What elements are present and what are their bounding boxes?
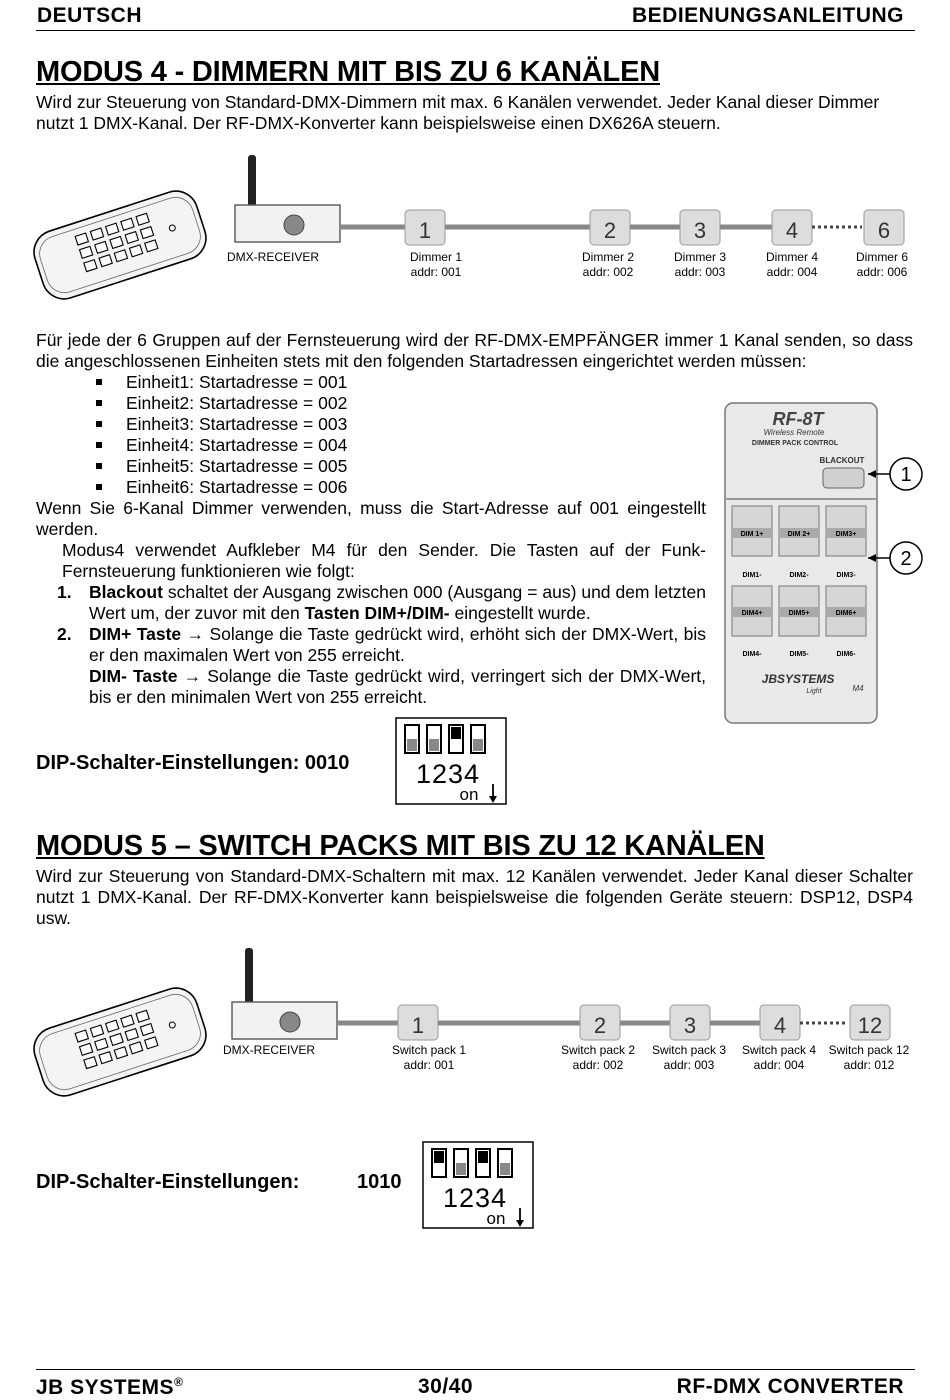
dim-plus-label: DIM5+ (788, 610, 810, 617)
dim-plus-label: DIM3+ (835, 531, 857, 538)
callout-number: 2 (900, 548, 912, 570)
header-doc-type: BEDIENUNGSANLEITUNG (631, 4, 904, 27)
unit-addr: addr: 004 (753, 1058, 805, 1072)
callout-number: 1 (900, 464, 912, 486)
rf8t-remote-illustration (718, 398, 933, 730)
dip-knob-off (429, 739, 439, 751)
unit-name: Switch pack 12 (828, 1043, 910, 1057)
unit-addr: addr: 001 (403, 1058, 455, 1072)
unit-name: Dimmer 2 (581, 250, 635, 264)
unit-name: Switch pack 3 (651, 1043, 727, 1057)
bullet-item: Einheit5: Startadresse = 005 (96, 456, 347, 477)
dim-minus-label: DIM3- (836, 572, 856, 579)
unit-number: 3 (693, 218, 707, 243)
dip-on-label: on (459, 785, 479, 804)
dip-knob-off (407, 739, 417, 751)
remote-control-label: DIMMER PACK CONTROL (751, 440, 839, 447)
header-language: DEUTSCH (37, 4, 143, 27)
bullet-item: Einheit2: Startadresse = 002 (96, 393, 347, 414)
unit-name: Switch pack 2 (560, 1043, 636, 1057)
unit-name: Dimmer 1 (409, 250, 463, 264)
dip-knob-on (434, 1151, 444, 1163)
unit-name: Switch pack 1 (391, 1043, 467, 1057)
unit-number: 1 (418, 218, 432, 243)
unit-addr: addr: 001 (410, 265, 462, 279)
mode4-connection-diagram (30, 150, 920, 310)
footer-product: RF-DMX CONVERTER (676, 1375, 904, 1398)
unit-number: 4 (773, 1013, 787, 1038)
mode5-dip-switch (422, 1141, 534, 1229)
mode4-intro: Wird zur Steuerung von Standard-DMX-Dimmern mit max. 6 Kanälen verwendet. Jeder Kanal dieser Dimmer nutzt 1 DMX-Kanal. Der RF-DMX-Konverter kann beispielsweise einen DX626A steuern. (36, 92, 880, 133)
receiver-icon (232, 948, 337, 1039)
remote-control-icon (30, 185, 212, 304)
blackout-button (823, 468, 864, 488)
dip-knob-on (451, 727, 461, 739)
bullet-item: Einheit4: Startadresse = 004 (96, 435, 347, 456)
dip-knob-on (478, 1151, 488, 1163)
list-number: 1. (57, 582, 72, 602)
button-description-blackout: Blackout schaltet der Ausgang zwischen 000 (Ausgang = aus) und dem letzten Wert um, der zuvor mit den Tasten DIM+/DIM- eingestellt wurde. (89, 582, 706, 623)
unit-addr: addr: 012 (843, 1058, 895, 1072)
unit-name: Switch pack 4 (741, 1043, 817, 1057)
unit-number: 4 (785, 218, 799, 243)
bullet-item: Einheit6: Startadresse = 006 (96, 477, 347, 498)
remote-sticker: M4 (852, 684, 864, 693)
mode5-dip-label: DIP-Schalter-Einstellungen: (36, 1171, 300, 1193)
unit-number: 3 (683, 1013, 697, 1038)
remote-brand: JBSYSTEMS (761, 672, 835, 686)
unit-name: Dimmer 6 (855, 250, 909, 264)
unit-number: 2 (603, 218, 617, 243)
unit-addr: addr: 002 (582, 265, 634, 279)
dip-knob-off (473, 739, 483, 751)
dip-knob-off (456, 1163, 466, 1175)
mode5-intro: Wird zur Steuerung von Standard-DMX-Schaltern mit max. 12 Kanälen verwendet. Jeder Kanal dieser Schalter nutzt 1 DMX-Kanal. Der RF-DMX-Konverter kann beispielsweise die folgenden Geräte steuern: DSP12, DSP4 usw. (36, 866, 913, 928)
receiver-label: DMX-RECEIVER (227, 250, 320, 264)
unit-number: 1 (411, 1013, 425, 1038)
list-number: 2. (57, 624, 72, 644)
bullet-item: Einheit1: Startadresse = 001 (96, 372, 347, 393)
unit-addr: addr: 003 (674, 265, 726, 279)
mode5-dip-value: 1010 (357, 1171, 402, 1193)
unit-name: Dimmer 3 (673, 250, 727, 264)
dip-digits: 1234 (415, 759, 481, 789)
unit-number: 2 (593, 1013, 607, 1038)
unit-number: 12 (857, 1013, 883, 1038)
dim-plus-label: DIM6+ (835, 610, 857, 617)
dip-knob-off (500, 1163, 510, 1175)
dim-minus-label: DIM5- (789, 651, 809, 658)
receiver-icon (235, 155, 340, 242)
footer-brand: JB SYSTEMS® (36, 1375, 184, 1399)
receiver-label: DMX-RECEIVER (223, 1043, 316, 1057)
remote-subtitle: Wireless Remote (763, 428, 825, 437)
mode4-paragraph-3: Modus4 verwendet Aufkleber M4 für den Sender. Die Tasten auf der Funk-Fernsteuerung funktionieren wie folgt: (62, 540, 706, 581)
unit-number: 6 (877, 218, 891, 243)
bullet-item: Einheit3: Startadresse = 003 (96, 414, 347, 435)
button-description-dim: DIM+ Taste → Solange die Taste gedrückt wird, erhöht sich der DMX-Wert, bis er den maximalen Wert von 255 erreicht. DIM- Taste → Solange die Taste gedrückt wird, verringert sich der DMX-Wert, bis er den minimalen Wert von 255 erreicht. (89, 624, 707, 707)
mode5-connection-diagram (30, 942, 920, 1104)
mode4-paragraph-1: Für jede der 6 Gruppen auf der Fernsteuerung wird der RF-DMX-EMPFÄNGER immer 1 Kanal senden, so dass die angeschlossenen Einheiten stets mit den folgenden Startadressen eingerichtet werden müssen: (36, 330, 913, 371)
dim-minus-label: DIM4- (742, 651, 762, 658)
unit-addr: addr: 003 (663, 1058, 715, 1072)
dim-minus-label: DIM1- (742, 572, 762, 579)
mode4-dip-label: DIP-Schalter-Einstellungen: 0010 (36, 752, 350, 774)
unit-addr: addr: 004 (766, 265, 818, 279)
dim-minus-label: DIM6- (836, 651, 856, 658)
blackout-label: BLACKOUT (819, 456, 865, 465)
unit-addr: addr: 006 (856, 265, 908, 279)
mode5-title: MODUS 5 – SWITCH PACKS MIT BIS ZU 12 KANÄLEN (36, 830, 765, 862)
dim-minus-label: DIM2- (789, 572, 809, 579)
footer-page-number: 30/40 (418, 1375, 474, 1398)
dip-on-label: on (486, 1209, 506, 1228)
header-rule (36, 30, 915, 31)
footer-rule (36, 1369, 915, 1370)
remote-control-icon (30, 982, 212, 1101)
dim-plus-label: DIM 1+ (740, 531, 764, 538)
dip-digits: 1234 (442, 1183, 508, 1213)
mode4-dip-switch (395, 717, 507, 805)
mode4-paragraph-2: Wenn Sie 6-Kanal Dimmer verwenden, muss die Start-Adresse auf 001 eingestellt werden. (36, 498, 706, 539)
dim-plus-label: DIM 2+ (787, 531, 811, 538)
remote-model: RF-8T (772, 409, 824, 429)
unit-name: Dimmer 4 (765, 250, 819, 264)
mode4-title: MODUS 4 - DIMMERN MIT BIS ZU 6 KANÄLEN (36, 56, 660, 88)
remote-brand-sub: Light (806, 688, 822, 695)
dim-plus-label: DIM4+ (741, 610, 763, 617)
unit-addr: addr: 002 (572, 1058, 624, 1072)
